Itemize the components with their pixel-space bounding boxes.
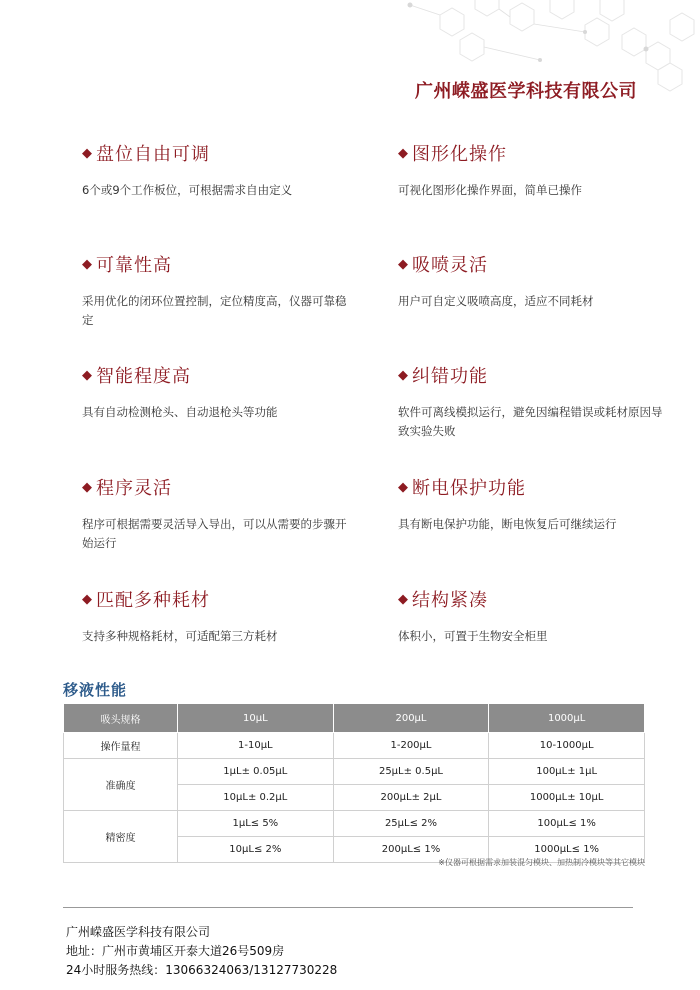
- footer-address: 地址：广州市黄埔区开泰大道26号509房: [66, 944, 285, 958]
- table-cell: 1-200μL: [333, 733, 489, 759]
- diamond-icon: ◆: [398, 479, 409, 495]
- table-row: [64, 733, 645, 759]
- row-label: 精密度: [64, 811, 178, 863]
- table-footnote: ※仪器可根据需求加装混匀模块、加热制冷模块等其它模块: [438, 858, 645, 867]
- table-cell: 10μL≤ 2%: [178, 837, 334, 863]
- diamond-icon: ◆: [398, 145, 409, 161]
- footer-hotline: 24小时服务热线：13066324063/13127730228: [66, 963, 338, 977]
- table-header-row: [64, 704, 645, 733]
- feature-title: 结构紧凑: [412, 590, 488, 611]
- diamond-icon: ◆: [82, 591, 93, 607]
- table-cell: 100μL± 1μL: [489, 759, 645, 785]
- feature-intelligence: [82, 362, 352, 422]
- feature-title: 匹配多种耗材: [96, 590, 210, 611]
- table-cell: 25μL± 0.5μL: [333, 759, 489, 785]
- table-row: [64, 759, 645, 785]
- feature-compact: [398, 586, 668, 646]
- feature-desc: 体积小，可置于生物安全柜里: [398, 629, 548, 643]
- table-cell: 1μL± 0.05μL: [178, 759, 334, 785]
- feature-title: 盘位自由可调: [96, 144, 210, 165]
- table-cell: 1μL≤ 5%: [178, 811, 334, 837]
- feature-title: 断电保护功能: [412, 478, 526, 499]
- feature-power-protection: [398, 474, 668, 534]
- feature-desc: 用户可自定义吸喷高度，适应不同耗材: [398, 294, 594, 308]
- feature-desc: 6个或9个工作板位，可根据需求自由定义: [82, 183, 293, 197]
- feature-graphical-operation: [398, 140, 668, 200]
- company-header: 广州嵘盛医学科技有限公司: [415, 81, 637, 102]
- feature-title: 程序灵活: [96, 478, 172, 499]
- footer-company: 广州嵘盛医学科技有限公司: [66, 925, 211, 939]
- table-header: 吸头规格: [64, 704, 178, 733]
- feature-desc: 软件可离线模拟运行，避免因编程错误或耗材原因导致实验失败: [398, 405, 663, 438]
- table-header: 10μL: [178, 704, 334, 733]
- diamond-icon: ◆: [82, 367, 93, 383]
- row-label: 准确度: [64, 759, 178, 811]
- table-cell: 10-1000μL: [489, 733, 645, 759]
- feature-plate-position: [82, 140, 352, 200]
- diamond-icon: ◆: [398, 256, 409, 272]
- table-row: [64, 811, 645, 837]
- feature-desc: 可视化图形化操作界面，简单已操作: [398, 183, 582, 197]
- feature-title: 吸喷灵活: [412, 255, 488, 276]
- feature-desc: 支持多种规格耗材，可适配第三方耗材: [82, 629, 278, 643]
- table-cell: 1-10μL: [178, 733, 334, 759]
- table-cell: 200μL± 2μL: [333, 785, 489, 811]
- section-title: 移液性能: [63, 681, 128, 699]
- diamond-icon: ◆: [398, 591, 409, 607]
- feature-consumables: [82, 586, 352, 646]
- feature-title: 纠错功能: [412, 366, 488, 387]
- performance-table: [63, 703, 645, 863]
- feature-reliability: [82, 251, 352, 330]
- table-header: 1000μL: [489, 704, 645, 733]
- diamond-icon: ◆: [82, 256, 93, 272]
- feature-title: 图形化操作: [412, 144, 507, 165]
- table-header: 200μL: [333, 704, 489, 733]
- feature-flexible-program: [82, 474, 352, 553]
- row-label: 操作量程: [64, 733, 178, 759]
- table-cell: 100μL≤ 1%: [489, 811, 645, 837]
- feature-title: 智能程度高: [96, 366, 191, 387]
- table-cell: 200μL≤ 1%: [333, 837, 489, 863]
- footer-divider: [63, 907, 633, 908]
- table-cell: 1000μL≤ 1%: [489, 837, 645, 863]
- diamond-icon: ◆: [82, 479, 93, 495]
- feature-desc: 具有自动检测枪头、自动退枪头等功能: [82, 405, 278, 419]
- feature-title: 可靠性高: [96, 255, 172, 276]
- diamond-icon: ◆: [398, 367, 409, 383]
- table-cell: 25μL≤ 2%: [333, 811, 489, 837]
- feature-desc: 程序可根据需要灵活导入导出，可以从需要的步骤开始运行: [82, 517, 347, 550]
- feature-aspirate-dispense: [398, 251, 668, 311]
- table-cell: 1000μL± 10μL: [489, 785, 645, 811]
- feature-error-correction: [398, 362, 668, 441]
- feature-desc: 具有断电保护功能，断电恢复后可继续运行: [398, 517, 617, 531]
- footer-contact: [66, 923, 337, 980]
- feature-desc: 采用优化的闭环位置控制，定位精度高，仪器可靠稳定: [82, 294, 347, 327]
- table-cell: 10μL± 0.2μL: [178, 785, 334, 811]
- diamond-icon: ◆: [82, 145, 93, 161]
